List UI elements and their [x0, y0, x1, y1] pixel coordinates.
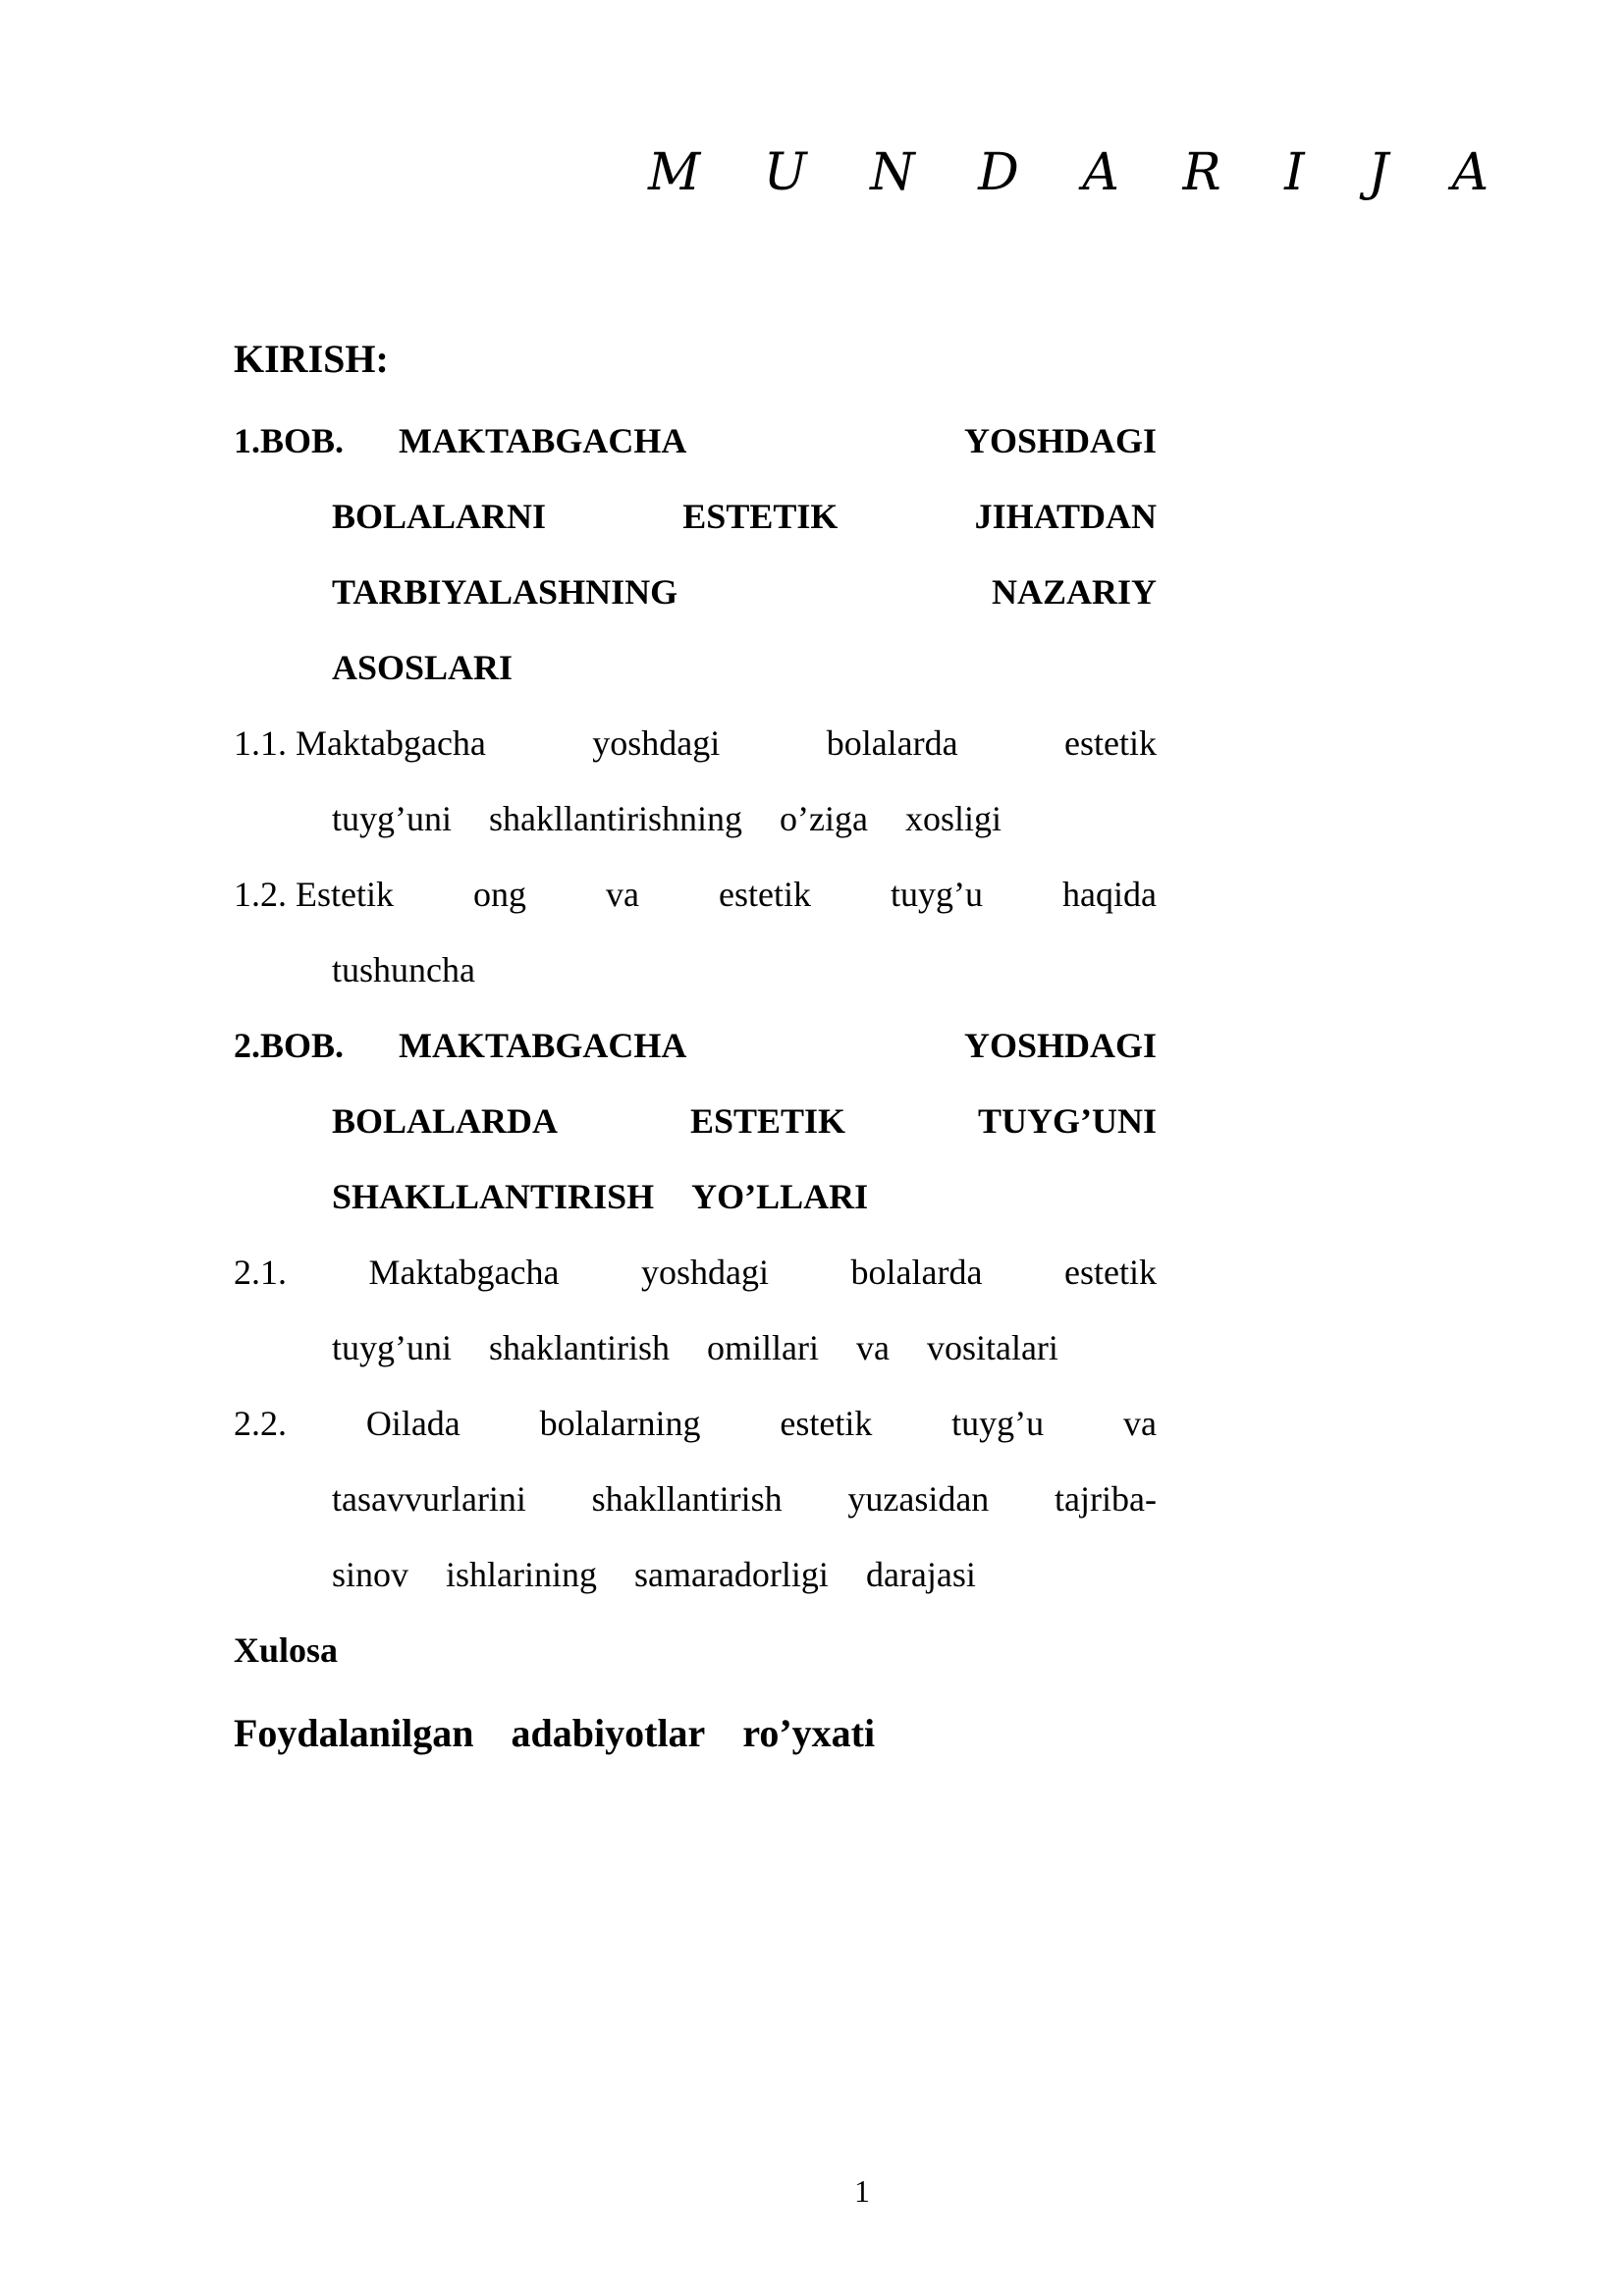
toc-section-2-2-word: sinov — [332, 1555, 409, 1594]
toc-chapter-1-heading-start — [234, 417, 686, 464]
toc-chapter-2-word: TUYG’UNI — [977, 1101, 1157, 1141]
toc-section-1-1-line-1 — [234, 720, 1157, 767]
toc-chapter-2-number: 2.BOB. — [234, 1026, 345, 1065]
toc-section-2-1-word: omillari — [706, 1328, 819, 1367]
toc-conclusion-label: Xulosa — [234, 1630, 339, 1670]
toc-chapter-2-line-3 — [332, 1173, 868, 1220]
toc-introduction-label: KIRISH: — [234, 337, 389, 381]
toc-section-2-1-word: tuyg’uni — [332, 1328, 452, 1367]
toc-section-1-2-word: tuyg’u — [891, 875, 984, 914]
toc-section-2-2-word: Oilada — [365, 1404, 460, 1443]
toc-section-2-2-word: estetik — [780, 1404, 873, 1443]
toc-section-1-1-word: 1.1. Maktabgacha — [234, 723, 486, 763]
toc-chapter-1-word: JIHATDAN — [974, 497, 1157, 536]
toc-section-2-1-line-2 — [332, 1324, 1058, 1371]
toc-chapter-1-word: ESTETIK — [682, 497, 839, 536]
toc-references-word: ro’yxati — [742, 1711, 876, 1755]
toc-section-2-2-line-3 — [332, 1551, 976, 1598]
toc-section-1-1-word: yoshdagi — [592, 723, 721, 763]
toc-chapter-1-word: YOSHDAGI — [963, 421, 1157, 460]
toc-section-1-1-line-2 — [332, 795, 1001, 842]
toc-section-2-2-word: yuzasidan — [847, 1479, 990, 1519]
toc-chapter-1-word: TARBIYALASHNING — [332, 572, 678, 612]
toc-section-2-1-word: Maktabgacha — [368, 1253, 560, 1292]
toc-chapter-2-line-2 — [332, 1097, 1157, 1145]
toc-section-1-2-word: 1.2. Estetik — [234, 875, 394, 914]
toc-section-2-2-word: va — [1122, 1404, 1157, 1443]
toc-section-1-1-word: o’ziga — [779, 799, 868, 838]
toc-section-2-1-word: estetik — [1063, 1253, 1157, 1292]
toc-section-1-2-word: ong — [473, 875, 526, 914]
toc-section-1-2-word: estetik — [719, 875, 811, 914]
toc-chapter-1-word: BOLALARNI — [332, 497, 547, 536]
toc-section-2-1-word: va — [855, 1328, 890, 1367]
toc-chapter-2-line-1 — [234, 1022, 1157, 1069]
toc-section-2-1-line-1 — [234, 1249, 1157, 1296]
toc-section-1-1-word: tuyg’uni — [332, 799, 452, 838]
toc-introduction — [234, 336, 389, 383]
toc-chapter-1-line-1 — [234, 417, 1157, 464]
toc-chapter-2-word: YO’LLARI — [691, 1177, 869, 1216]
toc-chapter-2-word: ESTETIK — [689, 1101, 846, 1141]
toc-section-2-2-word: 2.2. — [234, 1404, 287, 1443]
toc-chapter-1-word: NAZARIY — [991, 572, 1157, 612]
toc-section-2-1-word: vositalari — [926, 1328, 1058, 1367]
toc-section-1-2-word: va — [606, 875, 639, 914]
toc-section-2-2-line-2 — [332, 1475, 1157, 1522]
toc-section-1-1-word: xosligi — [904, 799, 1001, 838]
toc-chapter-1-number: 1.BOB. — [234, 421, 345, 460]
toc-chapter-1-word: MAKTABGACHA — [399, 421, 687, 460]
toc-section-2-2-word: tajriba- — [1055, 1479, 1157, 1519]
toc-section-1-1-word: bolalarda — [826, 723, 958, 763]
toc-references — [234, 1710, 875, 1757]
toc-section-1-1-word: estetik — [1064, 723, 1157, 763]
toc-section-2-2-word: samaradorligi — [634, 1555, 829, 1594]
toc-section-2-2-word: tuyg’u — [951, 1404, 1045, 1443]
toc-section-1-1-word: shakllantirishning — [489, 799, 742, 838]
toc-section-2-1-word: 2.1. — [234, 1253, 287, 1292]
toc-chapter-1-word: ASOSLARI — [332, 648, 514, 687]
toc-section-2-1-word: yoshdagi — [640, 1253, 769, 1292]
toc-section-1-2-line-1 — [234, 871, 1157, 918]
toc-chapter-1-line-4 — [332, 644, 513, 691]
toc-references-word: adabiyotlar — [511, 1711, 706, 1755]
toc-references-word: Foydalanilgan — [234, 1711, 474, 1755]
toc-section-2-2-word: darajasi — [865, 1555, 976, 1594]
toc-section-1-2-word: haqida — [1062, 875, 1157, 914]
toc-section-2-2-word: ishlarining — [446, 1555, 597, 1594]
toc-section-1-2-word: tushuncha — [332, 950, 475, 989]
toc-chapter-2-heading-start — [234, 1022, 686, 1069]
page-number: 1 — [854, 2173, 870, 2209]
toc-section-1-2-line-2 — [332, 946, 475, 993]
toc-section-2-2-line-1 — [234, 1400, 1157, 1447]
toc-chapter-1-line-2 — [332, 493, 1157, 540]
toc-chapter-2-word: MAKTABGACHA — [399, 1026, 687, 1065]
page-title: M U N D A R I J A — [648, 143, 1513, 202]
toc-section-2-2-word: shakllantirish — [591, 1479, 783, 1519]
toc-section-2-1-word: shaklantirish — [489, 1328, 670, 1367]
toc-chapter-2-word: YOSHDAGI — [963, 1026, 1157, 1065]
toc-section-2-2-word: bolalarning — [539, 1404, 701, 1443]
toc-chapter-2-word: SHAKLLANTIRISH — [332, 1177, 655, 1216]
toc-conclusion — [234, 1627, 338, 1674]
toc-chapter-2-word: BOLALARDA — [332, 1101, 559, 1141]
toc-section-2-1-word: bolalarda — [850, 1253, 983, 1292]
toc-chapter-1-line-3 — [332, 568, 1157, 615]
toc-section-2-2-word: tasavvurlarini — [332, 1479, 526, 1519]
